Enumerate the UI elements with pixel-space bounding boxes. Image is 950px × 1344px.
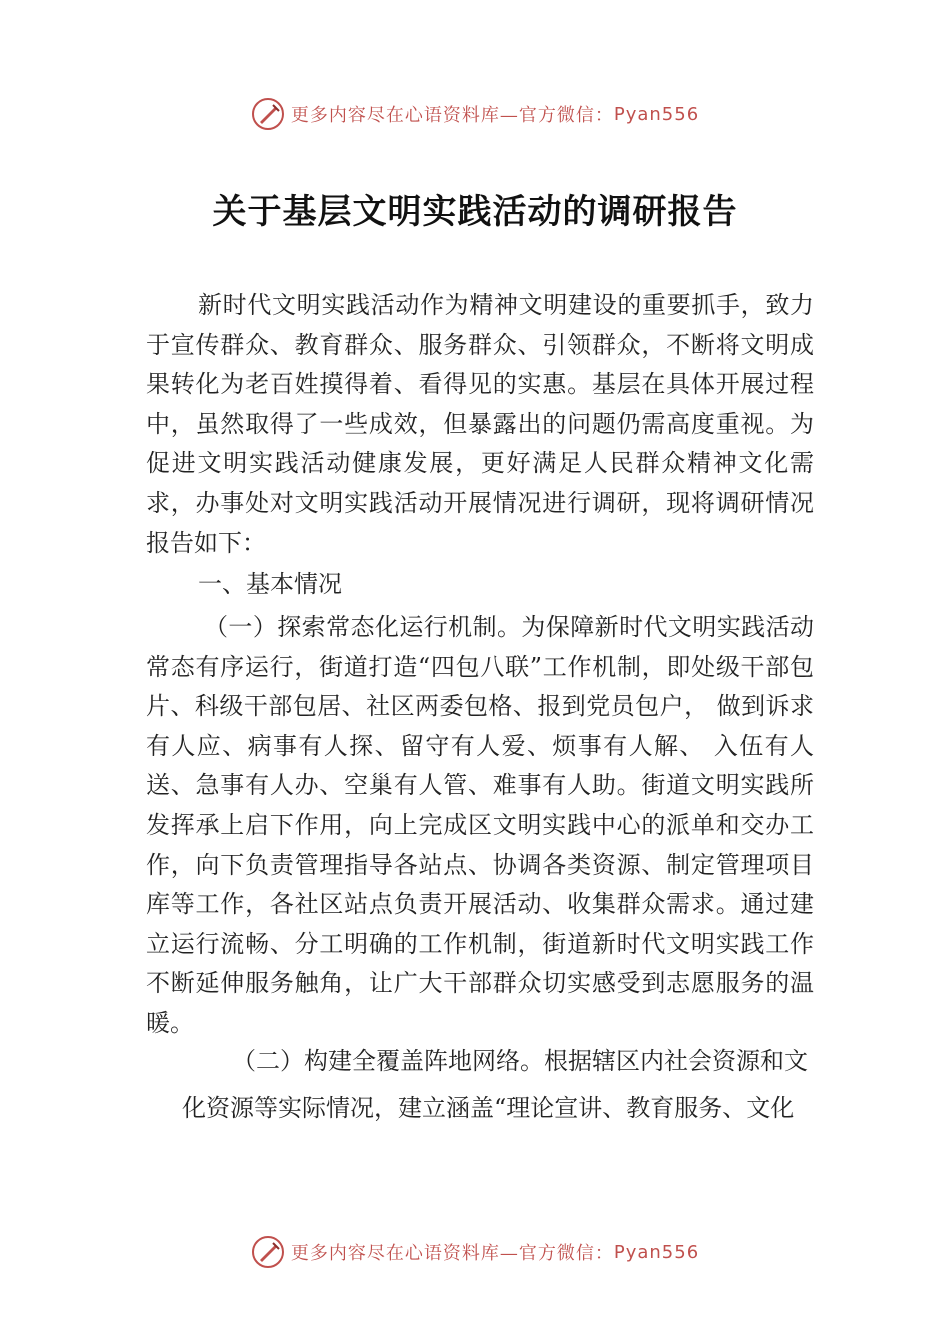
banner-contact: Pyan556: [613, 103, 700, 125]
quill-logo-icon: [251, 97, 285, 131]
footer-banner: [0, 1232, 950, 1272]
header-banner: [0, 94, 950, 134]
paragraph-mechanism: （一）探索常态化运行机制。为保障新时代文明实践活动常态有序运行，街道打造“四包八联”工作机制，即处级干部包片、科级干部包居、社区两委包格、报到党员包户， 做到诉求有人应、病事有人探、留守有人爱、烦事有人解、 入伍有人送、急事有人办、空巢有人管、难事有人助。街道文明实践所发挥承上启下作用，向上完成区文明实践中心的派单和交办工作，向下负责管理指导各站点、协调各类资源、制定管理项目库等工作，各社区站点负责开展活动、收集群众需求。通过建立运行流畅、分工明确的工作机制，街道新时代文明实践工作不断延伸服务触角，让广大干部群众切实感受到志愿服务的温暖。: [146, 613, 814, 1037]
document-title: 关于基层文明实践活动的调研报告: [212, 192, 738, 232]
paragraph-network-continued: 化资源等实际情况，建立涵盖“理论宣讲、教育服务、文化: [182, 1094, 795, 1122]
quill-logo-icon: [251, 1235, 285, 1269]
paragraph-network: （二）构建全覆盖阵地网络。根据辖区内社会资源和文: [232, 1047, 808, 1075]
banner-text: 更多内容尽在心语资料库—官方微信：: [290, 1243, 614, 1264]
paragraph-intro: 新时代文明实践活动作为精神文明建设的重要抓手，致力于宣传群众、教育群众、服务群众、引领群众，不断将文明成果转化为老百姓摸得着、看得见的实惠。基层在具体开展过程中，虽然取得了一些成效，但暴露出的问题仍需高度重视。为促进文明实践活动健康发展，更好满足人民群众精神文化需求，办事处对文明实践活动开展情况进行调研，现将调研情况报告如下：: [146, 291, 814, 557]
banner-contact: Pyan556: [613, 1241, 700, 1263]
banner-text: 更多内容尽在心语资料库—官方微信：: [290, 105, 614, 126]
section-heading-basic: 一、基本情况: [198, 570, 342, 598]
